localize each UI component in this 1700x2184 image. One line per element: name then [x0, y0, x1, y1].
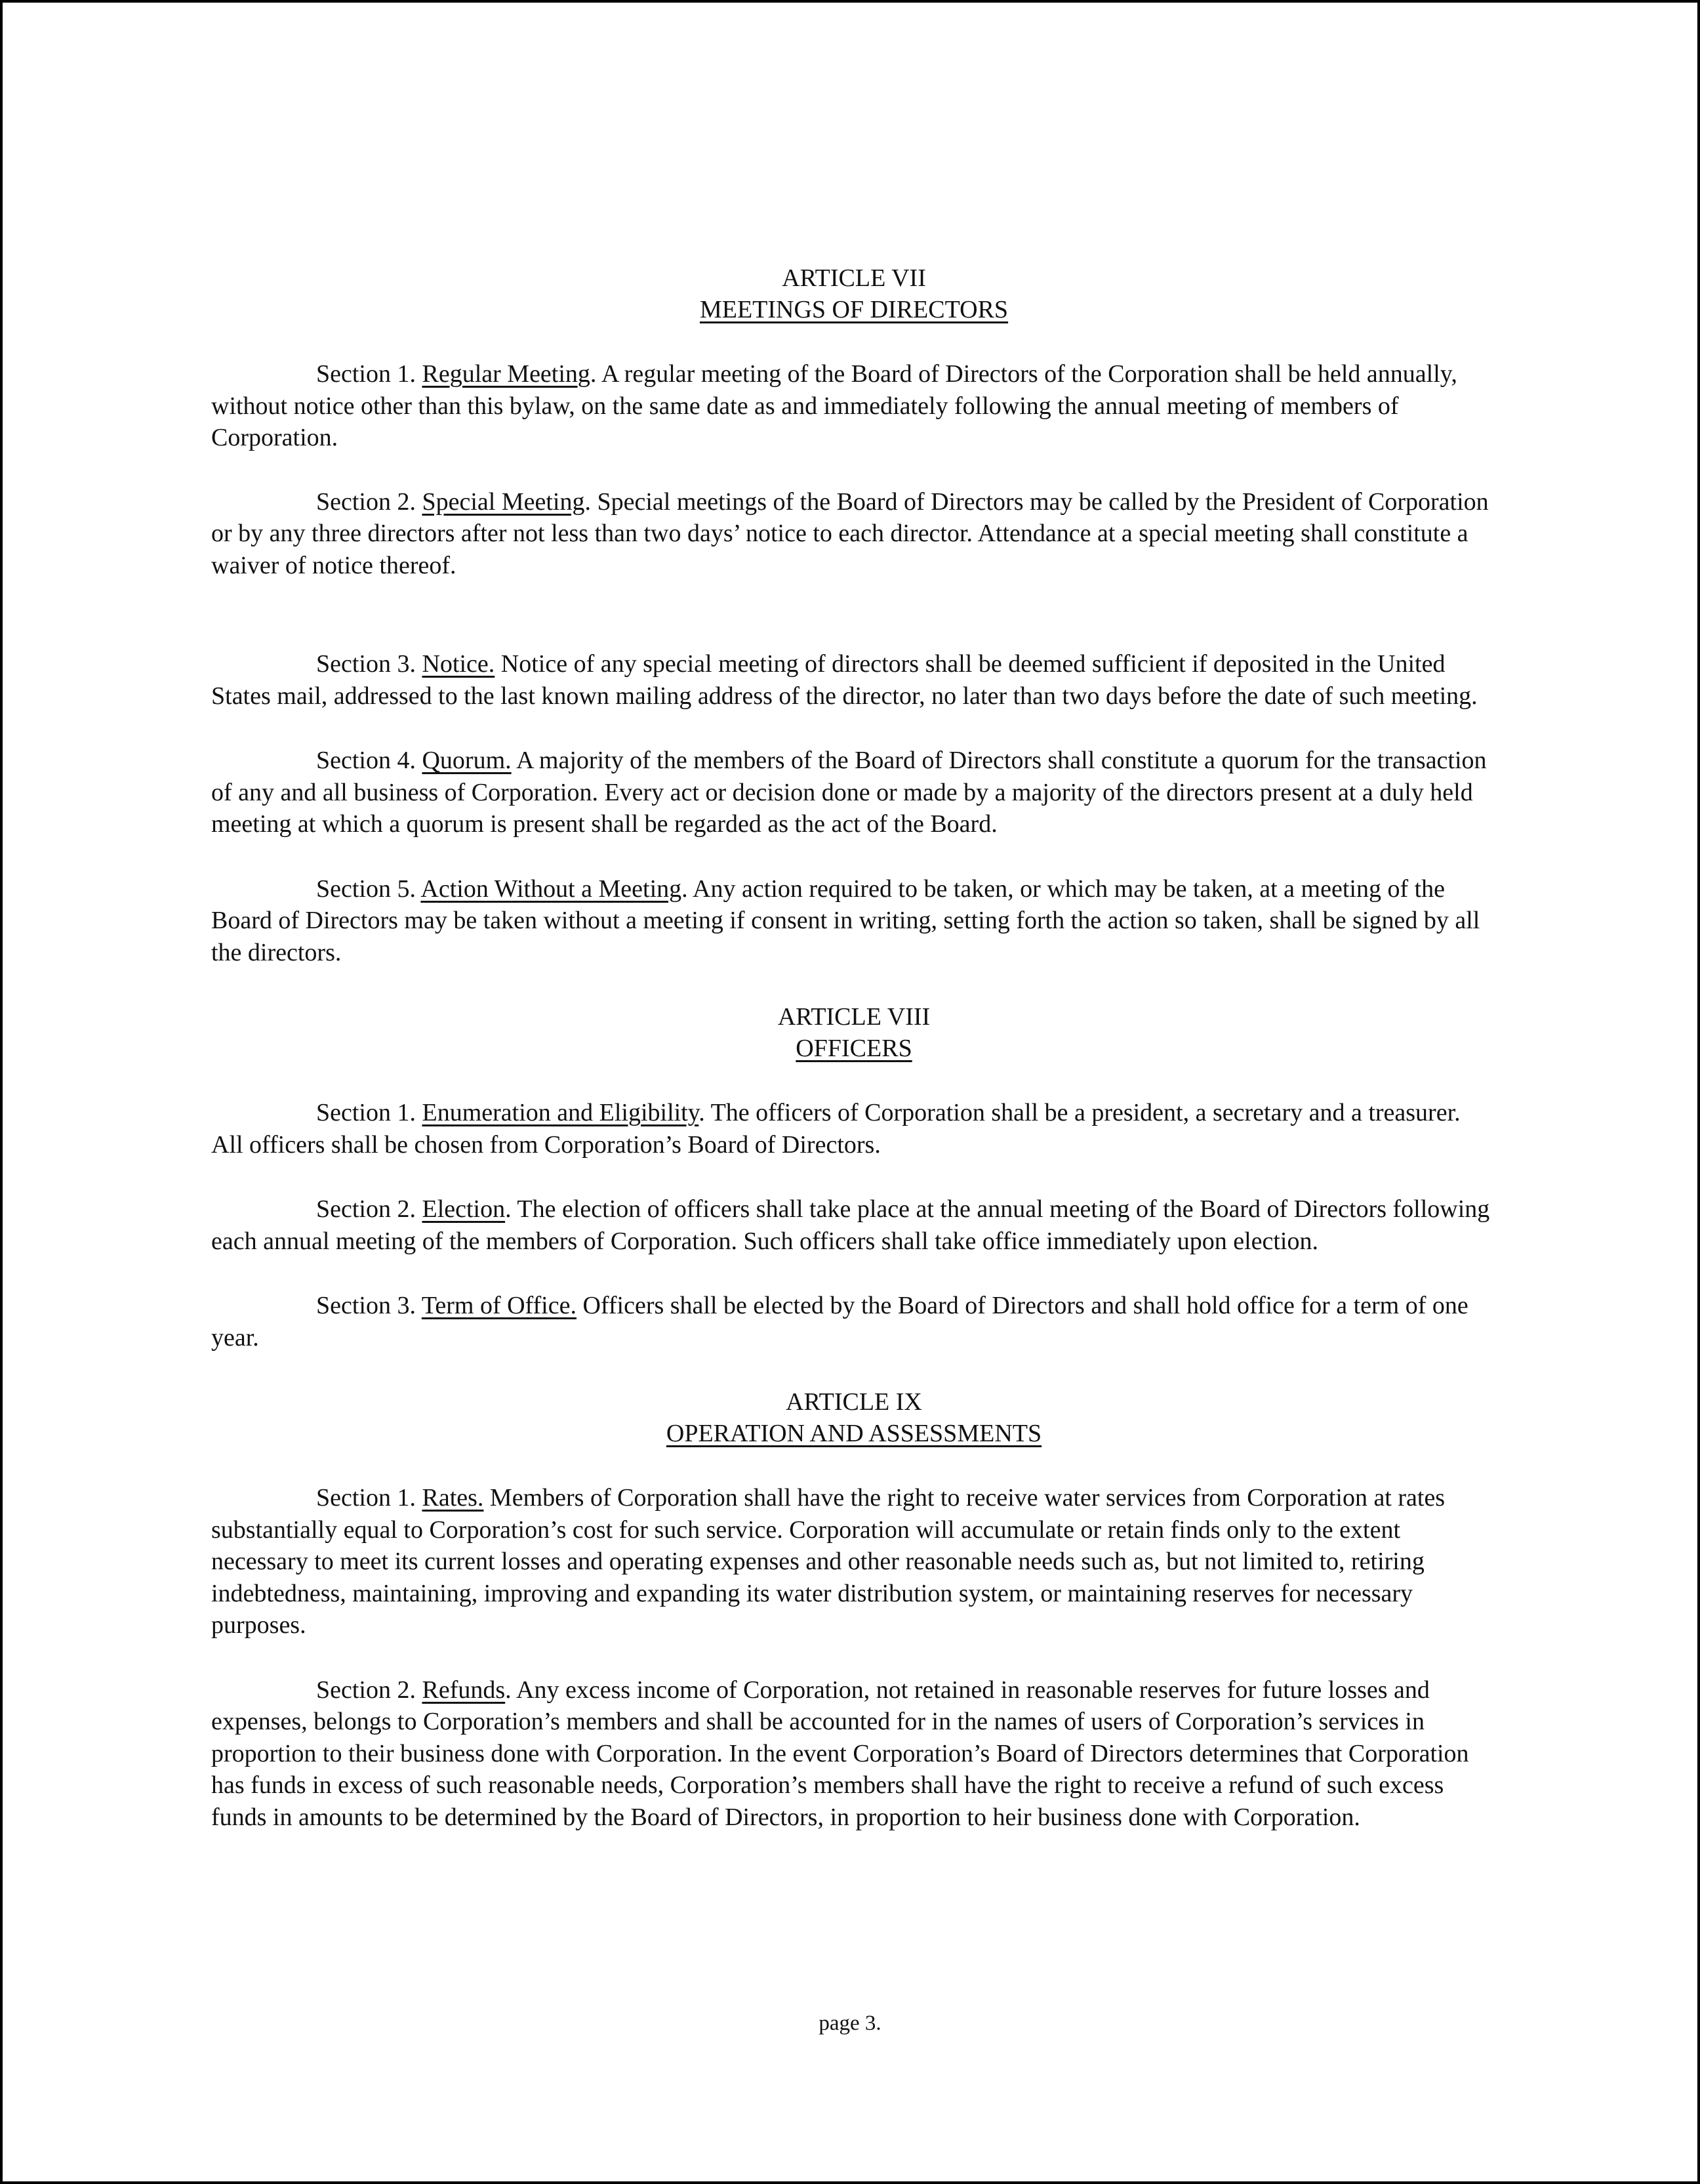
section-number: Section 1.	[316, 1099, 416, 1126]
section-number: Section 2.	[316, 487, 416, 516]
section-topic: Enumeration and Eligibility	[422, 1099, 699, 1126]
article-ix-heading	[211, 1386, 1497, 1449]
article-viii-subtitle: OFFICERS	[796, 1035, 912, 1062]
section-text: Notice of any special meeting of directors shall be deemed sufficient if deposited in the United States mail, addressed to the last known mailing address of the director, no later than two days before the date of such meeting.	[211, 650, 1478, 710]
article-ix-section-1	[211, 1482, 1497, 1641]
section-number: Section 3.	[316, 650, 416, 678]
section-topic: Special Meeting	[422, 487, 585, 516]
section-number: Section 3.	[316, 1292, 416, 1319]
article-vii-section-3	[211, 648, 1497, 712]
article-viii-section-3	[211, 1290, 1497, 1353]
article-ix-section-2	[211, 1674, 1497, 1834]
article-ix-title: ARTICLE IX	[786, 1388, 922, 1416]
article-vii-section-5	[211, 873, 1497, 969]
article-vii-subtitle: MEETINGS OF DIRECTORS	[699, 296, 1009, 323]
section-number: Section 2.	[316, 1676, 416, 1704]
article-ix-subtitle: OPERATION AND ASSESSMENTS	[666, 1420, 1042, 1447]
article-viii-section-1	[211, 1097, 1497, 1161]
section-text: Members of Corporation shall have the right to receive water services from Corporation at rates substantially equal to Corporation’s cost for such service. Corporation will accumulate or retain finds only to the extent necessary to meet its current losses and operating expenses and other reasonable needs such as, but not limited to, retiring indebtedness, maintaining, improving and expanding its water distribution system, or maintaining reserves for necessary purposes.	[211, 1484, 1446, 1639]
section-text: . Special meetings of the Board of Directors may be called by the President of Corporation or by any three directors after not less than two days’ notice to each director. Attendance at a special meeting shall constitute a waiver of notice thereof.	[211, 487, 1489, 579]
document-page	[211, 262, 1497, 1833]
section-text: Officers shall be elected by the Board of Directors and shall hold office for a term of one year.	[211, 1292, 1468, 1351]
section-topic: Regular Meeting	[422, 360, 590, 388]
article-vii-title: ARTICLE VII	[782, 264, 926, 292]
section-topic: Refunds	[422, 1676, 506, 1704]
article-viii-section-2	[211, 1193, 1497, 1257]
article-vii-heading	[211, 262, 1497, 325]
section-topic: Term of Office.	[421, 1292, 577, 1319]
page-number: page 3.	[819, 2011, 881, 2035]
section-text: . Any action required to be taken, or which may be taken, at a meeting of the Board of Directors may be taken without a meeting if consent in writing, setting forth the action so taken, shall be signed by all the directors.	[211, 875, 1480, 966]
section-topic: Quorum.	[422, 747, 512, 774]
section-number: Section 5.	[316, 875, 416, 903]
article-vii-section-1	[211, 358, 1497, 454]
section-topic: Election	[422, 1195, 506, 1223]
article-vii-section-2	[211, 486, 1497, 582]
section-text: . Any excess income of Corporation, not retained in reasonable reserves for future losses and expenses, belongs to Corporation’s members and shall be accounted for in the names of users of Corporation’s services in proportion to their business done with Corporation. In the event Corporation’s Board of Directors determines that Corporation has funds in excess of such reasonable needs, Corporation’s members shall have the right to receive a refund of such excess funds in amounts to be determined by the Board of Directors, in proportion to heir business done with Corporation.	[211, 1676, 1469, 1831]
section-text: . The officers of Corporation shall be a president, a secretary and a treasurer. All officers shall be chosen from Corporation’s Board of Directors.	[211, 1099, 1461, 1159]
article-viii-heading	[211, 1001, 1497, 1064]
article-viii-title: ARTICLE VIII	[777, 1003, 931, 1031]
section-topic: Rates.	[422, 1484, 484, 1512]
section-number: Section 1.	[316, 1484, 416, 1512]
section-text: . The election of officers shall take place at the annual meeting of the Board of Directors following each annual meeting of the members of Corporation. Such officers shall take office immediately upon election.	[211, 1195, 1490, 1255]
section-topic: Action Without a Meeting	[420, 875, 682, 903]
section-topic: Notice.	[422, 650, 495, 678]
section-number: Section 4.	[316, 747, 416, 774]
section-number: Section 2.	[316, 1195, 416, 1223]
section-text: . A regular meeting of the Board of Directors of the Corporation shall be held annually, without notice other than this bylaw, on the same date as and immediately following the annual meeting of members of Corporation.	[211, 360, 1457, 451]
article-vii-section-4	[211, 745, 1497, 840]
section-number: Section 1.	[316, 360, 416, 388]
section-text: A majority of the members of the Board of Directors shall constitute a quorum for the transaction of any and all business of Corporation. Every act or decision done or made by a majority of the directors present at a duly held meeting at which a quorum is present shall be regarded as the act of the Board.	[211, 747, 1487, 838]
